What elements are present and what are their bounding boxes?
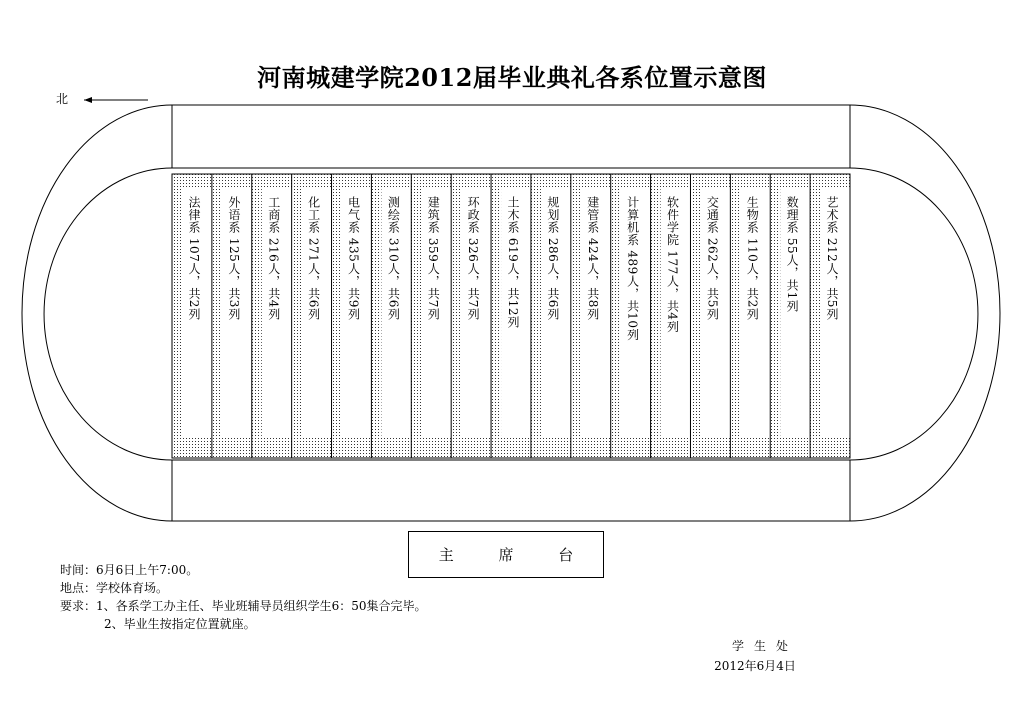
department-label: 外语系 125人，共3列: [226, 196, 241, 321]
department-column: [694, 196, 730, 406]
department-label: 土木系 619人，共12列: [505, 196, 520, 329]
north-label: 北: [56, 92, 69, 106]
department-label: 数理系 55人，共1列: [785, 196, 800, 313]
notice-requirement-1: 要求：1、各系学工办主任、毕业班辅导员组织学生6：50集合完毕。: [60, 599, 427, 613]
top-stand: [172, 105, 850, 168]
notice-time: 时间：6月6日上午7:00。: [60, 563, 199, 577]
department-column: [495, 196, 531, 406]
department-column: [176, 196, 212, 406]
department-column: [256, 196, 292, 406]
signature-block: [680, 636, 830, 676]
department-column: [734, 196, 770, 406]
department-column: [375, 196, 411, 406]
department-label: 软件学院 177人，共4列: [665, 196, 680, 333]
department-label: 建管系 424人，共8列: [585, 196, 600, 321]
department-column: [655, 196, 691, 406]
bottom-stand: [172, 460, 850, 521]
department-label: 生物系 110人，共2列: [745, 196, 760, 321]
seating-strip-bottom: [172, 438, 850, 458]
north-arrow-icon: [84, 97, 148, 103]
seating-strip-top: [172, 174, 850, 188]
department-column: [455, 196, 491, 406]
department-column: [216, 196, 252, 406]
department-label: 计算机系 489人，共10列: [625, 196, 640, 341]
department-label: 法律系 107人，共2列: [186, 196, 201, 321]
department-label: 规划系 286人，共6列: [545, 196, 560, 321]
department-label: 环政系 326人，共7列: [466, 196, 481, 321]
notice-block: [60, 561, 427, 633]
page-title: 河南城建学院2012届毕业典礼各系位置示意图: [257, 63, 767, 92]
signature-office: 学生处: [731, 639, 798, 653]
department-label: 工商系 216人，共4列: [266, 196, 281, 321]
department-column: [296, 196, 332, 406]
department-column: [814, 196, 850, 406]
department-label: 电气系 435人，共9列: [346, 196, 361, 321]
department-label: 化工系 271人，共6列: [306, 196, 321, 321]
department-label: 建筑系 359人，共7列: [426, 196, 441, 321]
notice-requirement-2: 2、毕业生按指定位置就座。: [104, 617, 256, 631]
department-column: [336, 196, 372, 406]
department-label: 测绘系 310人，共6列: [386, 196, 401, 321]
department-column: [415, 196, 451, 406]
notice-place: 地点：学校体育场。: [60, 581, 169, 595]
department-label: 交通系 262人，共5列: [705, 196, 720, 321]
department-column: [575, 196, 611, 406]
department-column: [774, 196, 810, 406]
signature-date: 2012年6月4日: [714, 659, 796, 673]
department-column: [615, 196, 651, 406]
rostrum: 主 席 台: [408, 531, 604, 578]
department-column: [535, 196, 571, 406]
department-label: 艺术系 212人，共5列: [825, 196, 840, 321]
